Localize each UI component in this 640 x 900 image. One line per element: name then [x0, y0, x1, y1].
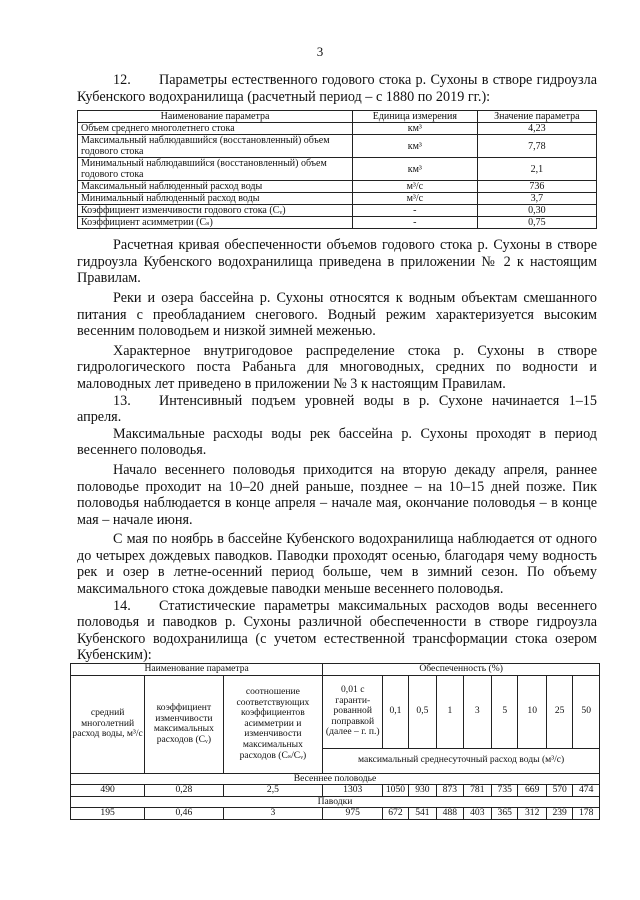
param-name: Минимальный наблюдавшийся (восстановленный) объем годового стока	[78, 158, 353, 181]
param-unit: км³	[353, 135, 478, 158]
item-14	[77, 598, 597, 664]
paragraph: Максимальные расходы воды рек бассейна р. Сухоны проходят в период весеннего половодья.	[77, 425, 597, 459]
cell-value: 570	[546, 785, 572, 797]
paragraph: Расчетная кривая обеспеченности объемов годового стока р. Сухоны в створе гидроузла Кубенского водохранилища приведена в приложении № 2 к настоящим Правилам.	[77, 237, 597, 287]
paragraph: Характерное внутригодовое распределение стока р. Сухоны в створе гидрологического поста Рабаньга для многоводных, средних по водности и маловодных лет приведено в приложении № 3 к настоящим Правилам.	[77, 342, 597, 392]
param-name: Коэффициент изменчивости годового стока (Cᵥ)	[78, 205, 353, 217]
cell-cv: 0,46	[145, 808, 223, 820]
cell-ratio: 3	[223, 808, 323, 820]
cell-value: 178	[573, 808, 600, 820]
paragraph: Начало весеннего половодья приходится на вторую декаду апреля, раннее половодье проходит на 10–20 дней раньше, позднее – на 10–15 дней позже. Пик половодья наблюдается в конце апреля – начале мая, окончание половодья – в конце мая – начале июня.	[77, 461, 597, 528]
item-13	[77, 393, 597, 426]
cell-value: 1303	[323, 785, 383, 797]
item-text: Параметры естественного годового стока р. Сухоны в створе гидроузла Кубенского водохранилища (расчетный период – с 1880 по 2019 гг.):	[77, 72, 597, 105]
table-row	[78, 205, 597, 217]
item-number: 12.	[113, 72, 131, 88]
max-discharge-table-wrapper	[70, 660, 600, 820]
item-text: Интенсивный подъем уровней воды в р. Сухоне начинается 1–15 апреля.	[77, 392, 597, 426]
sub-header: максимальный среднесуточный расход воды (м³/с)	[323, 748, 600, 773]
probability-value: 50	[573, 675, 600, 748]
cell-value: 781	[463, 785, 491, 797]
param-value: 4,23	[477, 123, 596, 135]
param-unit: -	[353, 205, 478, 217]
param-value: 0,30	[477, 205, 596, 217]
annual-runoff-table	[77, 110, 597, 229]
cell-value: 669	[518, 785, 546, 797]
param-name: Минимальный наблюденный расход воды	[78, 193, 353, 205]
cell-value: 312	[518, 808, 546, 820]
document-body	[77, 72, 597, 664]
probability-value: 0,1	[383, 675, 408, 748]
param-unit: км³	[353, 123, 478, 135]
cell-cv: 0,28	[145, 785, 223, 797]
table-row	[78, 193, 597, 205]
param-header: Наименование параметра	[71, 664, 323, 676]
table-row	[78, 158, 597, 181]
section-row	[71, 773, 600, 785]
cell-value: 975	[323, 808, 383, 820]
param-value: 3,7	[477, 193, 596, 205]
column-header: Наименование параметра	[78, 111, 353, 123]
table-row	[71, 808, 600, 820]
cell-value: 930	[408, 785, 436, 797]
probability-header: Обеспеченность (%)	[323, 664, 600, 676]
probability-value: 10	[518, 675, 546, 748]
param-name: Коэффициент асимметрии (Cₛ)	[78, 217, 353, 229]
paragraph: С мая по ноябрь в бассейне Кубенского водохранилища наблюдается от одного до четырех дождевых паводков. Паводки проходят осенью, благодаря чему водность рек и озер в летне-осенний период больше, чем в зимний сезон. По объему максимального стока дождевые паводки меньше весеннего половодья.	[77, 531, 597, 598]
table-header-row	[71, 664, 600, 676]
param-name: Максимальный наблюденный расход воды	[78, 181, 353, 193]
cell-value: 488	[437, 808, 463, 820]
param-unit: км³	[353, 158, 478, 181]
table-row	[78, 217, 597, 229]
column-header: коэффициент изменчивости максимальных расходов (Cᵥ)	[145, 675, 223, 773]
column-header: Значение параметра	[477, 111, 596, 123]
table-header-row	[78, 111, 597, 123]
param-value: 0,75	[477, 217, 596, 229]
table-row	[78, 135, 597, 158]
table-row	[78, 181, 597, 193]
cell-mean: 490	[71, 785, 145, 797]
param-unit: -	[353, 217, 478, 229]
column-header: соотношение соответствующих коэффициентов асимметрии и изменчивости максимальных расходов (Cₛ/Cᵥ)	[223, 675, 323, 773]
paragraph: Реки и озера бассейна р. Сухоны относятся к водным объектам смешанного питания с преобладанием снегового. Водный режим характеризуется высоким весенним половодьем и низкой зимней меженью.	[77, 289, 597, 340]
section-row	[71, 796, 600, 808]
cell-value: 403	[463, 808, 491, 820]
column-header: средний многолетний расход воды, м³/с	[71, 675, 145, 773]
param-unit: м³/с	[353, 181, 478, 193]
page-number: 3	[316, 44, 324, 59]
cell-value: 1050	[383, 785, 408, 797]
table-row	[71, 785, 600, 797]
probability-value: 3	[463, 675, 491, 748]
item-number: 13.	[113, 392, 131, 409]
max-discharge-table	[70, 663, 600, 820]
item-12	[77, 72, 597, 105]
cell-value: 474	[573, 785, 600, 797]
cell-value: 873	[437, 785, 463, 797]
cell-value: 735	[492, 785, 518, 797]
probability-value: 5	[492, 675, 518, 748]
cell-value: 365	[492, 808, 518, 820]
param-value: 2,1	[477, 158, 596, 181]
probability-value: 0,5	[408, 675, 436, 748]
table-row	[78, 123, 597, 135]
probability-value: 1	[437, 675, 463, 748]
table-header-row	[71, 675, 600, 748]
item-number: 14.	[113, 597, 131, 614]
param-value: 736	[477, 181, 596, 193]
cell-value: 239	[546, 808, 572, 820]
probability-value: 25	[546, 675, 572, 748]
param-name: Объем среднего многолетнего стока	[78, 123, 353, 135]
item-text: Статистические параметры максимальных расходов воды весеннего половодья и паводков р. Сухоны различной обеспеченности в створе гидроузла Кубенского водохранилища (с учетом естественной трансформации стока озером Кубенским):	[77, 597, 597, 664]
param-unit: м³/с	[353, 193, 478, 205]
column-header: Единица измерения	[353, 111, 478, 123]
section-title: Паводки	[71, 796, 600, 808]
param-value: 7,78	[477, 135, 596, 158]
cell-mean: 195	[71, 808, 145, 820]
column-header: 0,01 с гаранти-рованной поправкой (далее – г. п.)	[323, 675, 383, 748]
param-name: Максимальный наблюдавшийся (восстановленный) объем годового стока	[78, 135, 353, 158]
cell-value: 541	[408, 808, 436, 820]
cell-ratio: 2,5	[223, 785, 323, 797]
cell-value: 672	[383, 808, 408, 820]
section-title: Весеннее половодье	[71, 773, 600, 785]
